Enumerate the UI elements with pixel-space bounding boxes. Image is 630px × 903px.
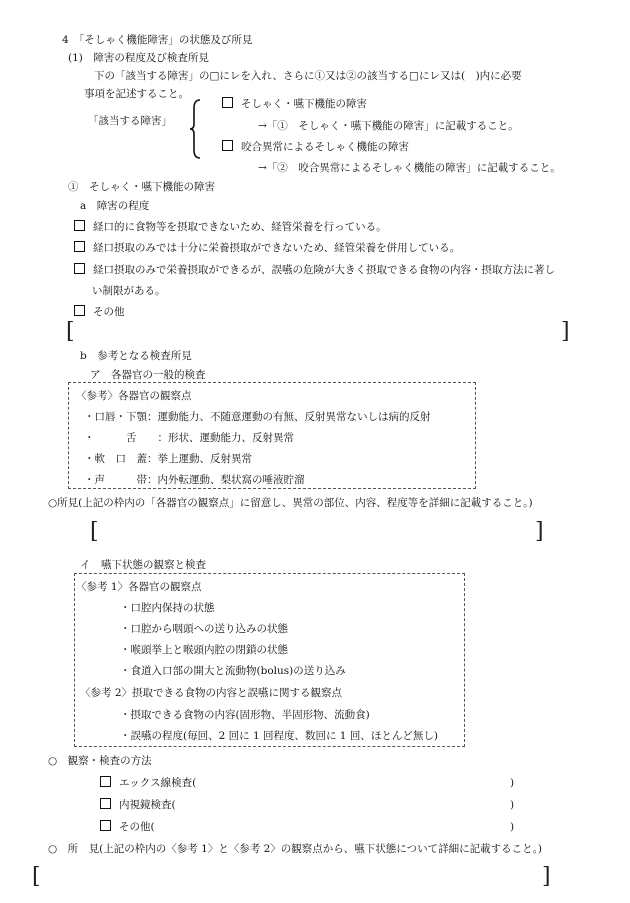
method-heading: ○ 観察・検査の方法 (48, 755, 152, 767)
subsection-title: (1) 障害の程度及び検査所見 (68, 52, 209, 64)
degree-item-3[interactable]: 経口摂取のみで栄養摂取ができるが、誤嚥の危険が大きく摂取できる食物の内容・摂取方法に著し (74, 263, 555, 277)
bracket-close: ] (542, 864, 551, 889)
section-title: 4 「そしゃく機能障害」の状態及び所見 (62, 34, 253, 46)
reference-item: ・ 舌 ：形状、運動能力、反射異常 (84, 432, 294, 444)
bracket-open: [ (32, 864, 41, 889)
method-other[interactable]: その他( (100, 820, 155, 834)
method-xray[interactable]: エックス線検査( (100, 776, 196, 790)
close-paren: ) (510, 777, 515, 789)
option-1-label: そしゃく・嚥下機能の障害 (241, 98, 367, 110)
option-1-note: →「① そしゃく・嚥下機能の障害」に記載すること。 (258, 120, 519, 132)
checkbox[interactable] (74, 263, 85, 274)
findings-heading: b 参考となる検査所見 (80, 350, 192, 362)
checkbox[interactable] (222, 97, 233, 108)
checkbox[interactable] (100, 820, 111, 831)
reference2-item: ・摂取できる食物の内容(固形物、半固形物、流動食) (120, 709, 370, 721)
applicable-label: 「該当する障害」 (88, 115, 172, 127)
part1-heading: ① そしゃく・嚥下機能の障害 (68, 181, 215, 193)
degree-item-2[interactable]: 経口摂取のみでは十分に栄養摂取ができないため、経管栄養を併用している。 (74, 241, 460, 255)
degree-item-other[interactable]: その他 (74, 305, 125, 319)
reference-item: ・口唇・下顎：運動能力、不随意運動の有無、反射異常ないしは病的反射 (84, 411, 431, 423)
instruction-line-2: 事項を記述すること。 (84, 88, 189, 100)
reference-item: ・軟 口 蓋：挙上運動、反射異常 (84, 453, 252, 465)
option-1-checkbox-row[interactable] (222, 97, 367, 111)
degree-item-1[interactable]: 経口的に食物等を摂取できないため、経管栄養を行っている。 (74, 220, 387, 234)
findings-instruction-1: ○所見(上記の枠内の「各器官の観察点」に留意し、異常の部位、内容、程度等を詳細に記載すること。) (48, 497, 533, 509)
reference2-title: 〈参考 2〉摂取できる食物の内容と誤嚥に関する観察点 (80, 687, 343, 699)
degree-item-3-cont: い制限がある。 (92, 285, 166, 297)
reference2-item: ・誤嚥の程度(毎回、2 回に 1 回程度、数回に 1 回、ほとんど無し) (120, 730, 438, 742)
checkbox[interactable] (100, 798, 111, 809)
general-exam-heading: ア 各器官の一般的検査 (90, 369, 206, 381)
checkbox[interactable] (100, 776, 111, 787)
bracket-close: ] (535, 519, 544, 544)
option-2-note: →「② 咬合異常によるそしゃく機能の障害」に記載すること。 (258, 162, 561, 174)
checkbox[interactable] (74, 241, 85, 252)
reference1-item: ・喉頭挙上と喉頭内腔の閉鎖の状態 (120, 644, 288, 656)
reference1-item: ・口腔内保持の状態 (120, 602, 215, 614)
degree-heading: a 障害の程度 (80, 200, 150, 212)
instruction-line-1: 下の「該当する障害」の□にレを入れ、さらに①又は②の該当する□にレ又は( )内に必要 (94, 70, 522, 82)
close-paren: ) (510, 799, 515, 811)
findings-instruction-2: ○ 所 見(上記の枠内の〈参考 1〉と〈参考 2〉の観察点から、嚥下状態について詳細に記載すること。) (48, 843, 542, 855)
reference-item: ・声 帯：内外転運動、梨状窩の唾液貯溜 (84, 474, 305, 486)
method-endoscope[interactable]: 内視鏡検査( (100, 798, 176, 812)
checkbox[interactable] (74, 220, 85, 231)
bracket-open: [ (66, 319, 75, 344)
reference-title: 〈参考〉各器官の観察点 (76, 390, 192, 402)
checkbox[interactable] (74, 305, 85, 316)
bracket-close: ] (561, 319, 570, 344)
close-paren: ) (510, 821, 515, 833)
reference1-item: ・口腔から咽頭への送り込みの状態 (120, 623, 288, 635)
reference1-title: 〈参考 1〉各器官の観察点 (76, 581, 202, 593)
checkbox[interactable] (222, 140, 233, 151)
swallow-heading: イ 嚥下状態の観察と検査 (80, 559, 206, 571)
reference1-item: ・食道入口部の開大と流動物(bolus)の送り込み (120, 665, 346, 677)
brace-icon (188, 98, 204, 160)
option-2-checkbox-row[interactable] (222, 140, 409, 154)
bracket-open: [ (90, 519, 99, 544)
option-2-label: 咬合異常によるそしゃく機能の障害 (241, 141, 409, 153)
